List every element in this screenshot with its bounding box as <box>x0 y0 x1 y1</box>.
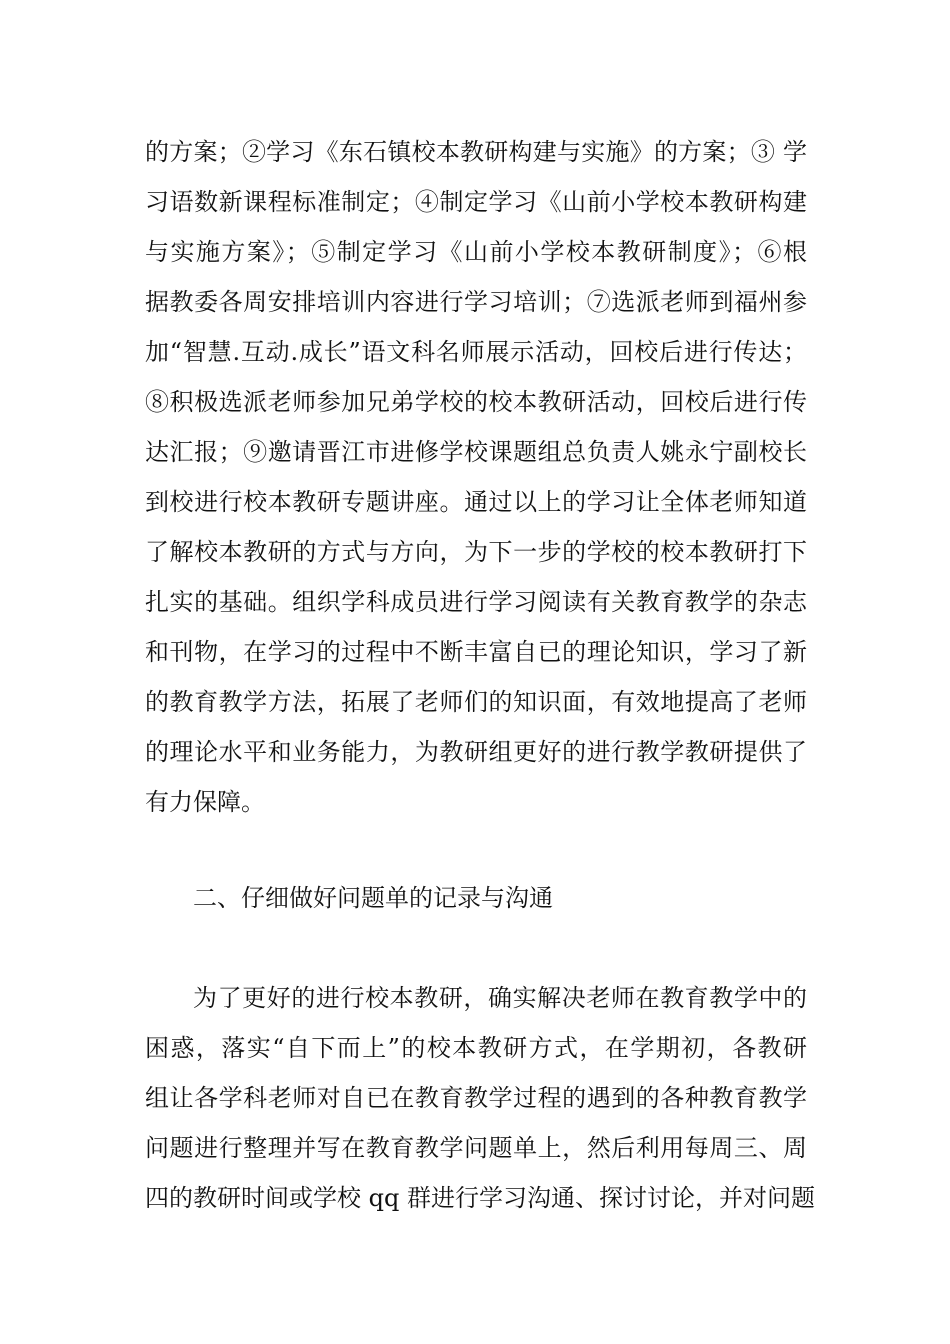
text-line: 到校进行校本教研专题讲座。通过以上的学习让全体老师知道 <box>145 488 807 516</box>
text-line: 四的教研时间或学校 qq 群进行学习沟通、探讨讨论，并对问题 <box>145 1184 815 1212</box>
text-line: 问题进行整理并写在教育教学问题单上，然后利用每周三、周 <box>145 1134 807 1162</box>
text-line: 有力保障。 <box>145 788 265 816</box>
text-line: 的理论水平和业务能力，为教研组更好的进行教学教研提供了 <box>145 738 807 766</box>
text-line: 组让各学科老师对自已在教育教学过程的遇到的各种教育教学 <box>145 1084 807 1112</box>
text-line: 与实施方案》；⑤制定学习《山前小学校本教研制度》；⑥根 <box>145 238 807 266</box>
section-heading <box>145 873 807 923</box>
text-line: 的方案；②学习《东石镇校本教研构建与实施》的方案；③ 学 <box>145 138 807 166</box>
section-heading-text: 二、仔细做好问题单的记录与沟通 <box>193 884 553 912</box>
text-line: 扎实的基础。组织学科成员进行学习阅读有关教育教学的杂志 <box>145 588 807 616</box>
text-line: 据教委各周安排培训内容进行学习培训；⑦选派老师到福州参 <box>145 288 807 316</box>
text-line: 了解校本教研的方式与方向，为下一步的学校的校本教研打下 <box>145 538 807 566</box>
text-line: ⑧积极选派老师参加兄弟学校的校本教研活动，回校后进行传 <box>145 388 807 416</box>
text-line: 的教育教学方法，拓展了老师们的知识面，有效地提高了老师 <box>145 688 807 716</box>
body-paragraph-2 <box>145 973 815 1223</box>
text-line: 和刊物，在学习的过程中不断丰富自已的理论知识，学习了新 <box>145 638 807 666</box>
text-line: 加“智慧.互动.成长”语文科名师展示活动，回校后进行传达； <box>145 338 807 366</box>
body-paragraph-1 <box>145 127 807 827</box>
text-line: 困惑，落实“自下而上”的校本教研方式，在学期初，各教研 <box>145 1034 807 1062</box>
text-line: 习语数新课程标准制定；④制定学习《山前小学校本教研构建 <box>145 188 807 216</box>
text-line: 为了更好的进行校本教研，确实解决老师在教育教学中的 <box>193 984 807 1012</box>
text-line: 达汇报；⑨邀请晋江市进修学校课题组总负责人姚永宁副校长 <box>145 438 807 466</box>
